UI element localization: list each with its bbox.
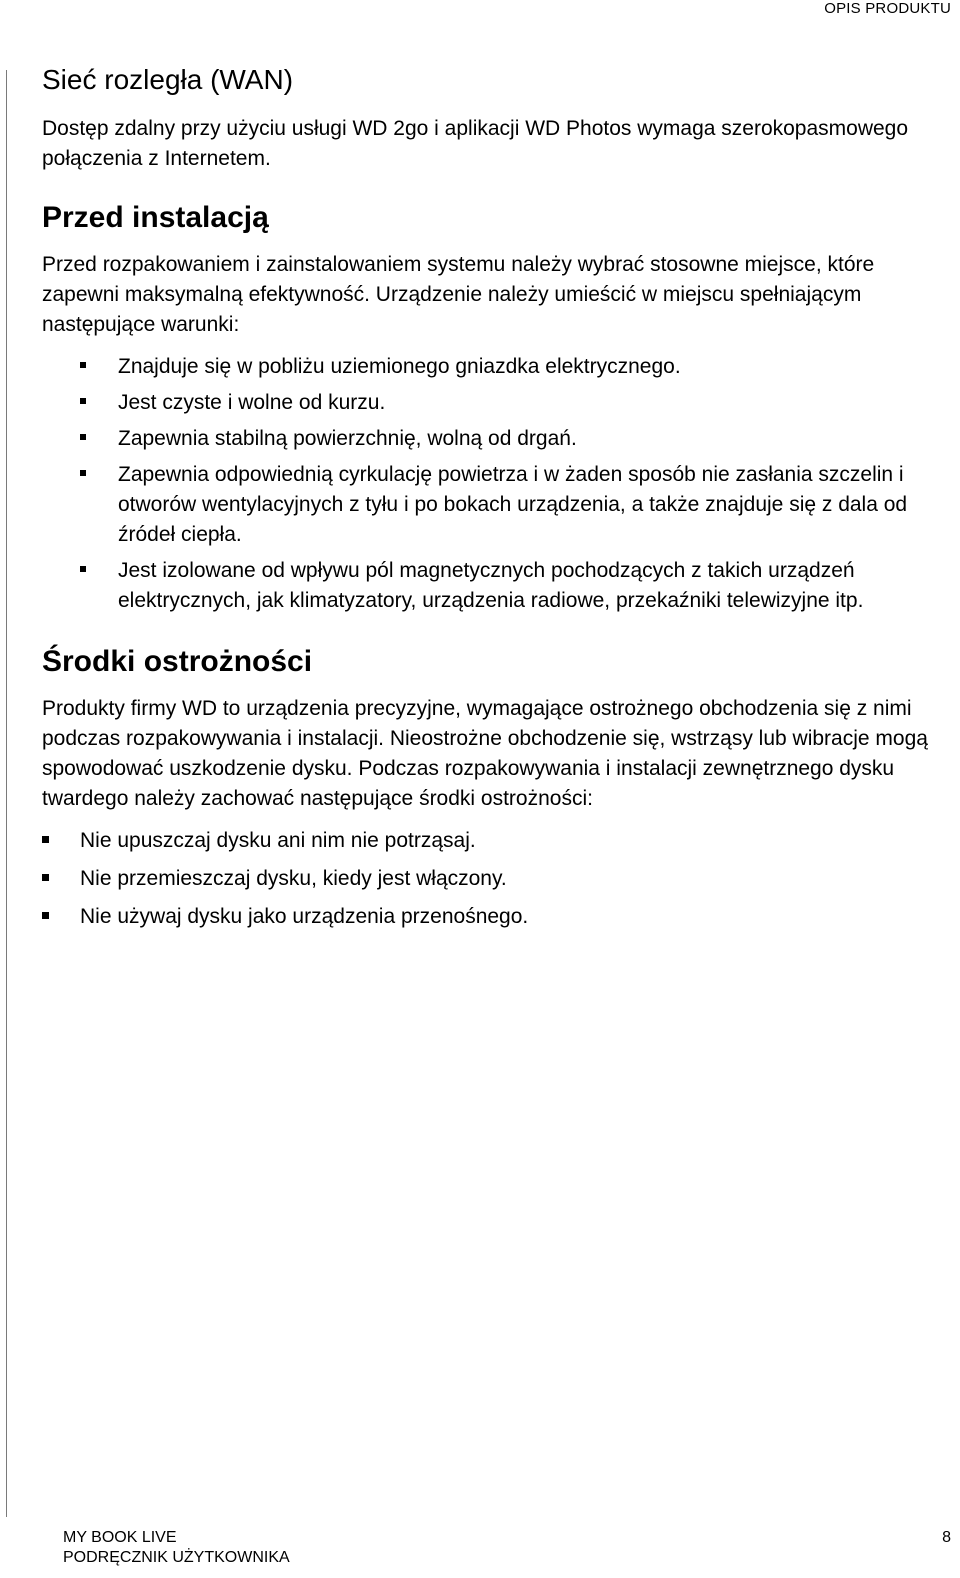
list-item xyxy=(80,352,942,382)
paragraph-wan: Dostęp zdalny przy użyciu usługi WD 2go i aplikacji WD Photos wymaga szerokopasmowego połączenia z Internetem. xyxy=(42,117,909,170)
list-item-text: Zapewnia odpowiednią cyrkulację powietrza i w żaden sposób nie zasłania szczelin i otworów wentylacyjnych z tyłu i po bokach urządzenia, a także znajduje się z dala od źródeł ciepła. xyxy=(118,463,908,546)
list-item xyxy=(42,826,942,856)
page-number: 8 xyxy=(942,1529,951,1546)
square-bullet-icon xyxy=(42,912,49,919)
precautions-list xyxy=(42,826,942,932)
list-item-text: Nie upuszczaj dysku ani nim nie potrząsaj. xyxy=(80,829,476,852)
footer-manual-name: PODRĘCZNIK UŻYTKOWNIKA xyxy=(63,1549,290,1566)
footer-product-info xyxy=(63,1528,290,1568)
square-bullet-icon xyxy=(42,874,49,881)
section-title-wan: Sieć rozległa (WAN) xyxy=(42,64,294,95)
list-item xyxy=(80,460,942,550)
square-bullet-icon xyxy=(80,566,86,572)
paragraph-before-install: Przed rozpakowaniem i zainstalowaniem systemu należy wybrać stosowne miejsce, które zapewni maksymalną efektywność. Urządzenie należy umieścić w miejscu spełniającym następujące warunki: xyxy=(42,253,875,336)
list-item xyxy=(42,902,942,932)
list-item xyxy=(80,388,942,418)
square-bullet-icon xyxy=(80,470,86,476)
list-item-text: Jest czyste i wolne od kurzu. xyxy=(118,391,386,414)
running-header: OPIS PRODUKTU xyxy=(824,0,951,17)
list-item-text: Nie przemieszczaj dysku, kiedy jest włączony. xyxy=(80,867,507,890)
square-bullet-icon xyxy=(42,836,49,843)
list-item xyxy=(42,864,942,894)
list-item-text: Znajduje się w pobliżu uziemionego gniazdka elektrycznego. xyxy=(118,355,681,378)
list-item xyxy=(80,556,942,616)
paragraph-precautions: Produkty firmy WD to urządzenia precyzyjne, wymagające ostrożnego obchodzenia się z nimi podczas rozpakowywania i instalacji. Nieostrożne obchodzenie się, wstrząsy lub wibracje mogą spowodować uszkodzenie dysku. Podczas rozpakowywania i instalacji zewnętrznego dysku twardego należy zachować następujące środki ostrożności: xyxy=(42,697,928,810)
square-bullet-icon xyxy=(80,398,86,404)
list-item xyxy=(80,424,942,454)
left-margin-rule xyxy=(6,70,7,1517)
section-title-precautions: Środki ostrożności xyxy=(42,645,313,678)
requirements-list xyxy=(80,352,942,616)
list-item-text: Zapewnia stabilną powierzchnię, wolną od drgań. xyxy=(118,427,577,450)
square-bullet-icon xyxy=(80,362,86,368)
footer-product-name: MY BOOK LIVE xyxy=(63,1529,177,1546)
square-bullet-icon xyxy=(80,434,86,440)
document-body xyxy=(42,62,942,940)
list-item-text: Nie używaj dysku jako urządzenia przenośnego. xyxy=(80,905,529,928)
section-title-before-install: Przed instalacją xyxy=(42,201,269,234)
list-item-text: Jest izolowane od wpływu pól magnetycznych pochodzących z takich urządzeń elektrycznych, jak klimatyzatory, urządzenia radiowe, przekaźniki telewizyjne itp. xyxy=(118,559,864,612)
